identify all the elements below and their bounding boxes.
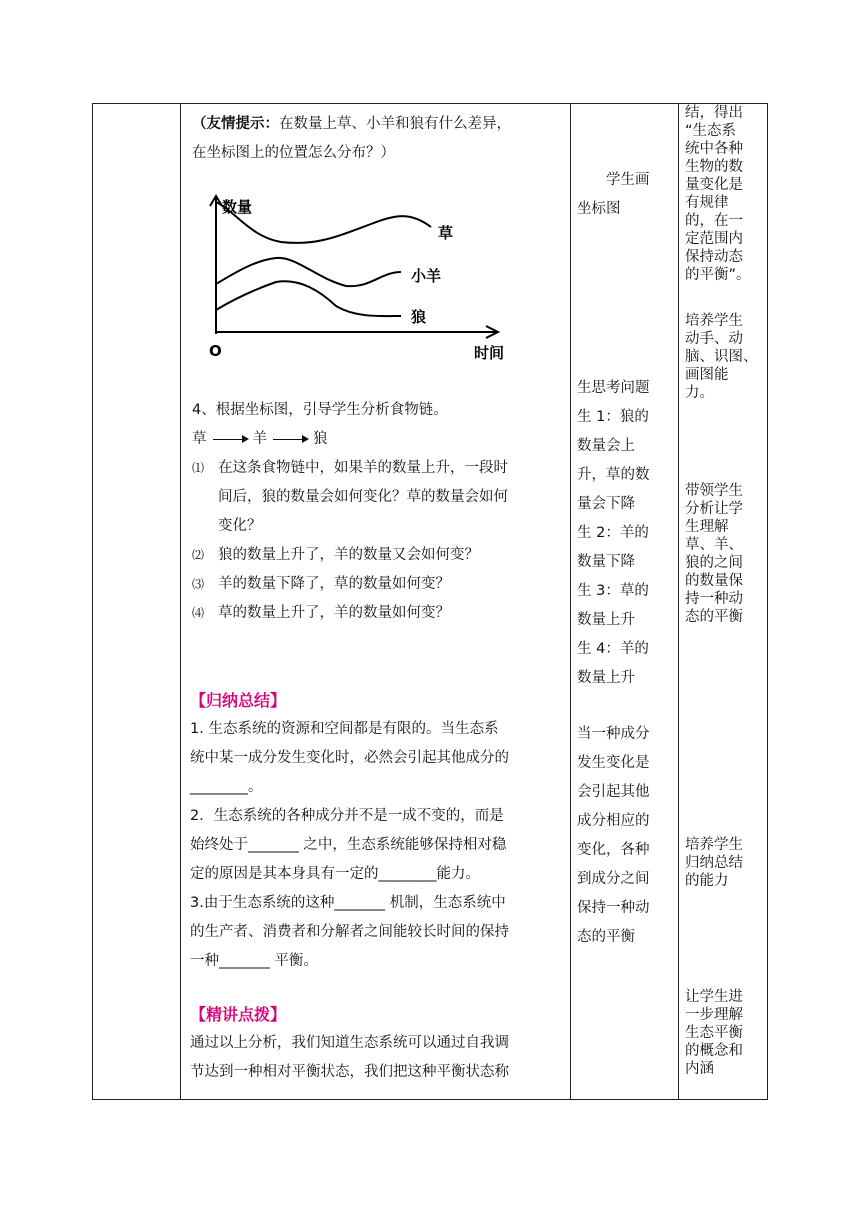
student-think-line: 生思考问题 xyxy=(577,380,650,396)
arrow-icon xyxy=(213,439,247,440)
lesson-table xyxy=(92,103,768,1100)
intent-block-1 xyxy=(685,104,767,284)
series-label-grass: 草 xyxy=(438,224,454,242)
summary-heading: 【归纳总结】 xyxy=(190,691,287,710)
student-draw-line: 坐标图 xyxy=(577,201,621,217)
intent-line: 的平衡”。 xyxy=(685,267,751,283)
student-think-line: 生 1：狼的 xyxy=(577,409,649,425)
student-think-line: 生 3：草的 xyxy=(577,583,649,599)
student-draw-line: 学生画 xyxy=(606,172,650,188)
hint xyxy=(192,110,568,168)
question-text: 羊的数量下降了，草的数量如何变？ xyxy=(218,576,450,592)
student-answer-line: 会引起其他 xyxy=(577,784,650,800)
student-think-line: 数量上升 xyxy=(577,612,635,628)
student-draw xyxy=(577,166,674,224)
intent-line: 的数量保 xyxy=(685,573,743,589)
design-intent-column xyxy=(685,104,767,1099)
intent-block-3 xyxy=(685,482,767,626)
student-think-line: 生 4：羊的 xyxy=(577,641,649,657)
intent-line: 生物的数 xyxy=(685,159,743,175)
explain-heading: 【精讲点拨】 xyxy=(190,1005,287,1024)
summary-line: 定的原因是其本身具有一定的________能力。 xyxy=(190,866,480,882)
question-number: ⑴ xyxy=(192,461,205,475)
hint-text-line2: 在坐标图上的位置怎么分布？） xyxy=(192,145,395,161)
intent-line: 力。 xyxy=(685,385,714,401)
series-line-wolf xyxy=(216,281,401,316)
population-chart xyxy=(206,192,546,364)
column-divider xyxy=(570,104,571,1099)
summary-line: 统中某一成分发生变化时，必然会引起其他成分的 xyxy=(190,750,509,766)
series-line-sheep xyxy=(216,258,401,286)
explain-section xyxy=(190,1000,566,1087)
series-label-wolf: 狼 xyxy=(411,308,427,326)
question-1 xyxy=(192,454,568,541)
question-number: ⑶ xyxy=(192,577,205,591)
question-number: ⑵ xyxy=(192,548,205,562)
summary-line: 始终处于_______ 之中，生态系统能够保持相对稳 xyxy=(190,837,507,853)
student-answer-line: 到成分之间 xyxy=(577,871,650,887)
intent-line: 统中各种 xyxy=(685,141,743,157)
question-number: ⑷ xyxy=(192,606,205,620)
student-think-line: 数量下降 xyxy=(577,554,635,570)
x-axis-label: 时间 xyxy=(474,344,505,362)
intent-line: 的，在一 xyxy=(685,213,743,229)
explain-line: 通过以上分析，我们知道生态系统可以通过自我调 xyxy=(190,1035,509,1051)
hint-text: 在数量上草、小羊和狼有什么差异， xyxy=(279,116,511,132)
intent-line: 内涵 xyxy=(685,1061,714,1077)
summary-line: 一种_______ 平衡。 xyxy=(190,953,318,969)
student-think xyxy=(577,374,674,693)
hint-label: （友情提示： xyxy=(192,116,279,132)
student-answer xyxy=(577,720,674,952)
origin-label: O xyxy=(209,342,222,360)
intent-line: 分析让学 xyxy=(685,501,743,517)
chain-wolf: 狼 xyxy=(313,431,328,447)
column-divider xyxy=(180,104,181,1099)
intent-line: 生态平衡 xyxy=(685,1025,743,1041)
question-4 xyxy=(192,599,568,628)
intent-line: 态的平衡 xyxy=(685,609,743,625)
intent-line: 持一种动 xyxy=(685,591,743,607)
explain-line: 节达到一种相对平衡状态，我们把这种平衡状态称 xyxy=(190,1064,509,1080)
intent-line: 让学生进 xyxy=(685,989,743,1005)
question-text: 在这条食物链中，如果羊的数量上升，一段时 xyxy=(218,460,508,476)
step4-intro: 4、根据坐标图，引导学生分析食物链。 xyxy=(192,402,448,418)
teacher-activity-column xyxy=(190,104,566,1099)
chain-sheep: 羊 xyxy=(252,431,267,447)
intent-line: 归纳总结 xyxy=(685,855,743,871)
intent-line: 画图能 xyxy=(685,367,729,383)
intent-line: 动手、动 xyxy=(685,331,743,347)
intent-line: 带领学生 xyxy=(685,483,743,499)
summary-line: ________。 xyxy=(190,779,263,795)
intent-line: 培养学生 xyxy=(685,837,743,853)
column-divider xyxy=(678,104,679,1099)
student-activity-column xyxy=(577,104,674,1099)
student-think-line: 生 2：羊的 xyxy=(577,525,649,541)
intent-line: 一步理解 xyxy=(685,1007,743,1023)
student-think-line: 升，草的数 xyxy=(577,467,650,483)
intent-block-2 xyxy=(685,312,767,402)
intent-line: 定范围内 xyxy=(685,231,743,247)
student-think-line: 数量会上 xyxy=(577,438,635,454)
student-answer-line: 成分相应的 xyxy=(577,813,650,829)
summary-line: 2．生态系统的各种成分并不是一成不变的，而是 xyxy=(190,808,504,824)
question-3 xyxy=(192,570,568,599)
intent-line: 的能力 xyxy=(685,873,729,889)
student-think-line: 量会下降 xyxy=(577,496,635,512)
summary-section xyxy=(190,686,566,976)
question-text: 狼的数量上升了，羊的数量又会如何变？ xyxy=(218,547,479,563)
question-text: 变化？ xyxy=(218,518,262,534)
intent-line: 脑、识图、 xyxy=(685,349,758,365)
food-chain xyxy=(192,425,568,454)
arrow-icon xyxy=(273,439,307,440)
intent-line: 培养学生 xyxy=(685,313,743,329)
summary-line: 3.由于生态系统的这种_______ 机制，生态系统中 xyxy=(190,895,506,911)
summary-line: 1. 生态系统的资源和空间都是有限的。当生态系 xyxy=(190,721,499,737)
step4 xyxy=(192,396,568,628)
student-answer-line: 态的平衡 xyxy=(577,929,635,945)
intent-block-5 xyxy=(685,988,767,1078)
summary-line: 的生产者、消费者和分解者之间能较长时间的保持 xyxy=(190,924,509,940)
intent-line: 结，得出 xyxy=(685,105,743,121)
intent-line: 的概念和 xyxy=(685,1043,743,1059)
chain-grass: 草 xyxy=(192,431,207,447)
question-2 xyxy=(192,541,568,570)
question-text: 间后，狼的数量会如何变化？草的数量会如何 xyxy=(218,489,508,505)
student-answer-line: 当一种成分 xyxy=(577,726,650,742)
student-answer-line: 发生变化是 xyxy=(577,755,650,771)
student-think-line: 数量上升 xyxy=(577,670,635,686)
question-text: 草的数量上升了，羊的数量如何变？ xyxy=(218,605,450,621)
intent-line: “生态系 xyxy=(685,123,737,139)
student-answer-line: 保持一种动 xyxy=(577,900,650,916)
series-label-sheep: 小羊 xyxy=(411,267,442,285)
intent-line: 狼的之间 xyxy=(685,555,743,571)
intent-block-4 xyxy=(685,836,767,890)
intent-line: 草、羊、 xyxy=(685,537,743,553)
intent-line: 量变化是 xyxy=(685,177,743,193)
intent-line: 生理解 xyxy=(685,519,729,535)
intent-line: 保持动态 xyxy=(685,249,743,265)
intent-line: 有规律 xyxy=(685,195,729,211)
student-answer-line: 变化，各种 xyxy=(577,842,650,858)
y-axis-label: 数量 xyxy=(222,198,253,216)
